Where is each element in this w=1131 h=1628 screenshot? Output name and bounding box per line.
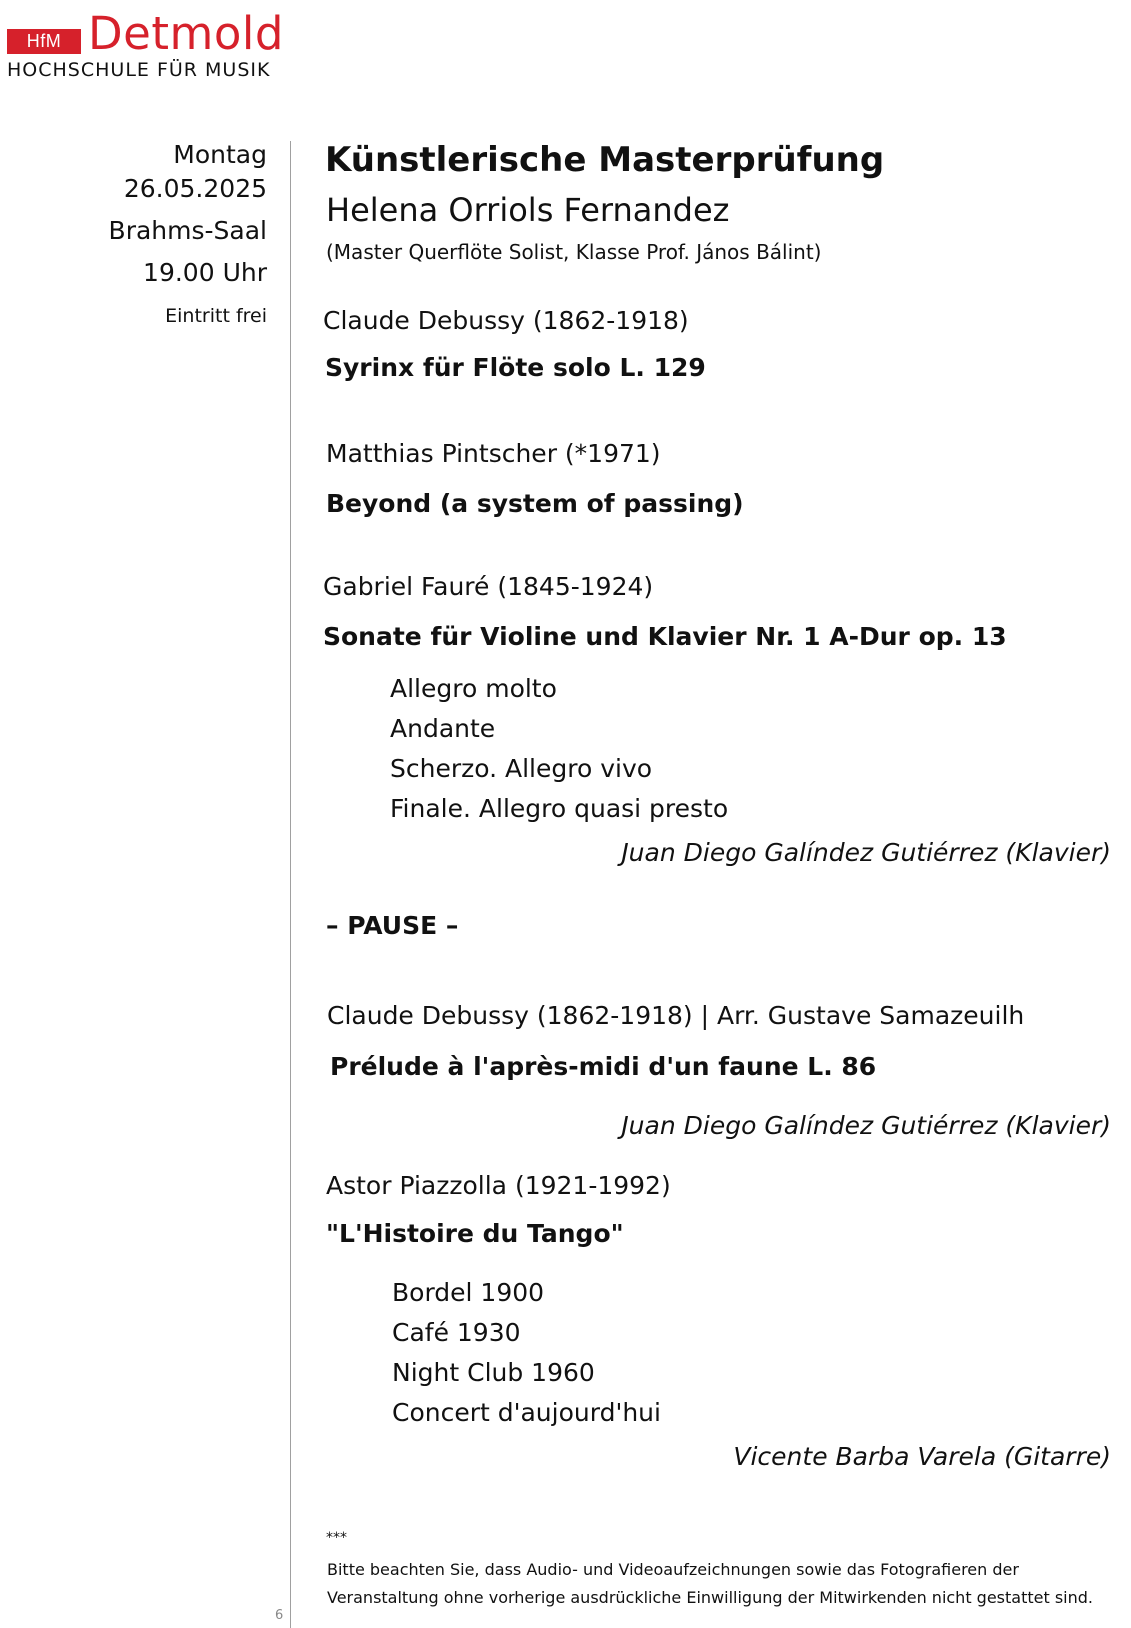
- program-composer: Gabriel Fauré (1845-1924): [323, 572, 654, 601]
- page-title: Künstlerische Masterprüfung: [325, 140, 885, 180]
- performer-name: Helena Orriols Fernandez: [326, 191, 730, 229]
- program-work: "L'Histoire du Tango": [326, 1219, 624, 1248]
- program-composer: Matthias Pintscher (*1971): [326, 439, 661, 468]
- event-day: Montag: [173, 140, 267, 169]
- accompanist: Juan Diego Galíndez Gutiérrez (Klavier): [621, 838, 1111, 867]
- movement: Concert d'aujourd'hui: [392, 1398, 661, 1427]
- footer-separator: ***: [326, 1530, 347, 1546]
- movement: Scherzo. Allegro vivo: [390, 754, 653, 783]
- event-admission: Eintritt frei: [165, 305, 267, 327]
- logo-badge: HfM: [7, 29, 81, 54]
- program-composer: Claude Debussy (1862-1918): [323, 306, 689, 335]
- program-composer: Astor Piazzolla (1921-1992): [326, 1171, 671, 1200]
- movement: Allegro molto: [390, 674, 557, 703]
- program-composer: Claude Debussy (1862-1918) | Arr. Gustave Samazeuilh: [327, 1001, 1025, 1030]
- program-work: Beyond (a system of passing): [326, 489, 744, 518]
- program-work: Sonate für Violine und Klavier Nr. 1 A-Dur op. 13: [323, 622, 1007, 651]
- program-work: Prélude à l'après-midi d'un faune L. 86: [330, 1052, 877, 1081]
- movement: Bordel 1900: [392, 1278, 545, 1307]
- accompanist: Juan Diego Galíndez Gutiérrez (Klavier): [621, 1111, 1111, 1140]
- page-number: 6: [275, 1608, 284, 1623]
- movement: Finale. Allegro quasi presto: [390, 794, 729, 823]
- logo-subtitle: HOCHSCHULE FÜR MUSIK: [7, 59, 271, 81]
- footer-note: Veranstaltung ohne vorherige ausdrückliche Einwilligung der Mitwirkenden nicht gestattet sind.: [327, 1588, 1094, 1607]
- column-divider: [290, 141, 291, 1628]
- footer-note: Bitte beachten Sie, dass Audio- und Videoaufzeichnungen sowie das Fotografieren der: [327, 1560, 1019, 1579]
- accompanist: Vicente Barba Varela (Gitarre): [733, 1442, 1111, 1471]
- movement: Andante: [390, 714, 496, 743]
- performer-subtitle: (Master Querflöte Solist, Klasse Prof. János Bálint): [326, 240, 822, 264]
- event-date: 26.05.2025: [123, 174, 267, 203]
- movement: Night Club 1960: [392, 1358, 595, 1387]
- event-venue: Brahms-Saal: [108, 216, 267, 245]
- pause-label: – PAUSE –: [326, 911, 459, 940]
- movement: Café 1930: [392, 1318, 521, 1347]
- program-work: Syrinx für Flöte solo L. 129: [325, 353, 706, 382]
- logo-name: Detmold: [88, 7, 284, 60]
- event-time: 19.00 Uhr: [143, 258, 267, 287]
